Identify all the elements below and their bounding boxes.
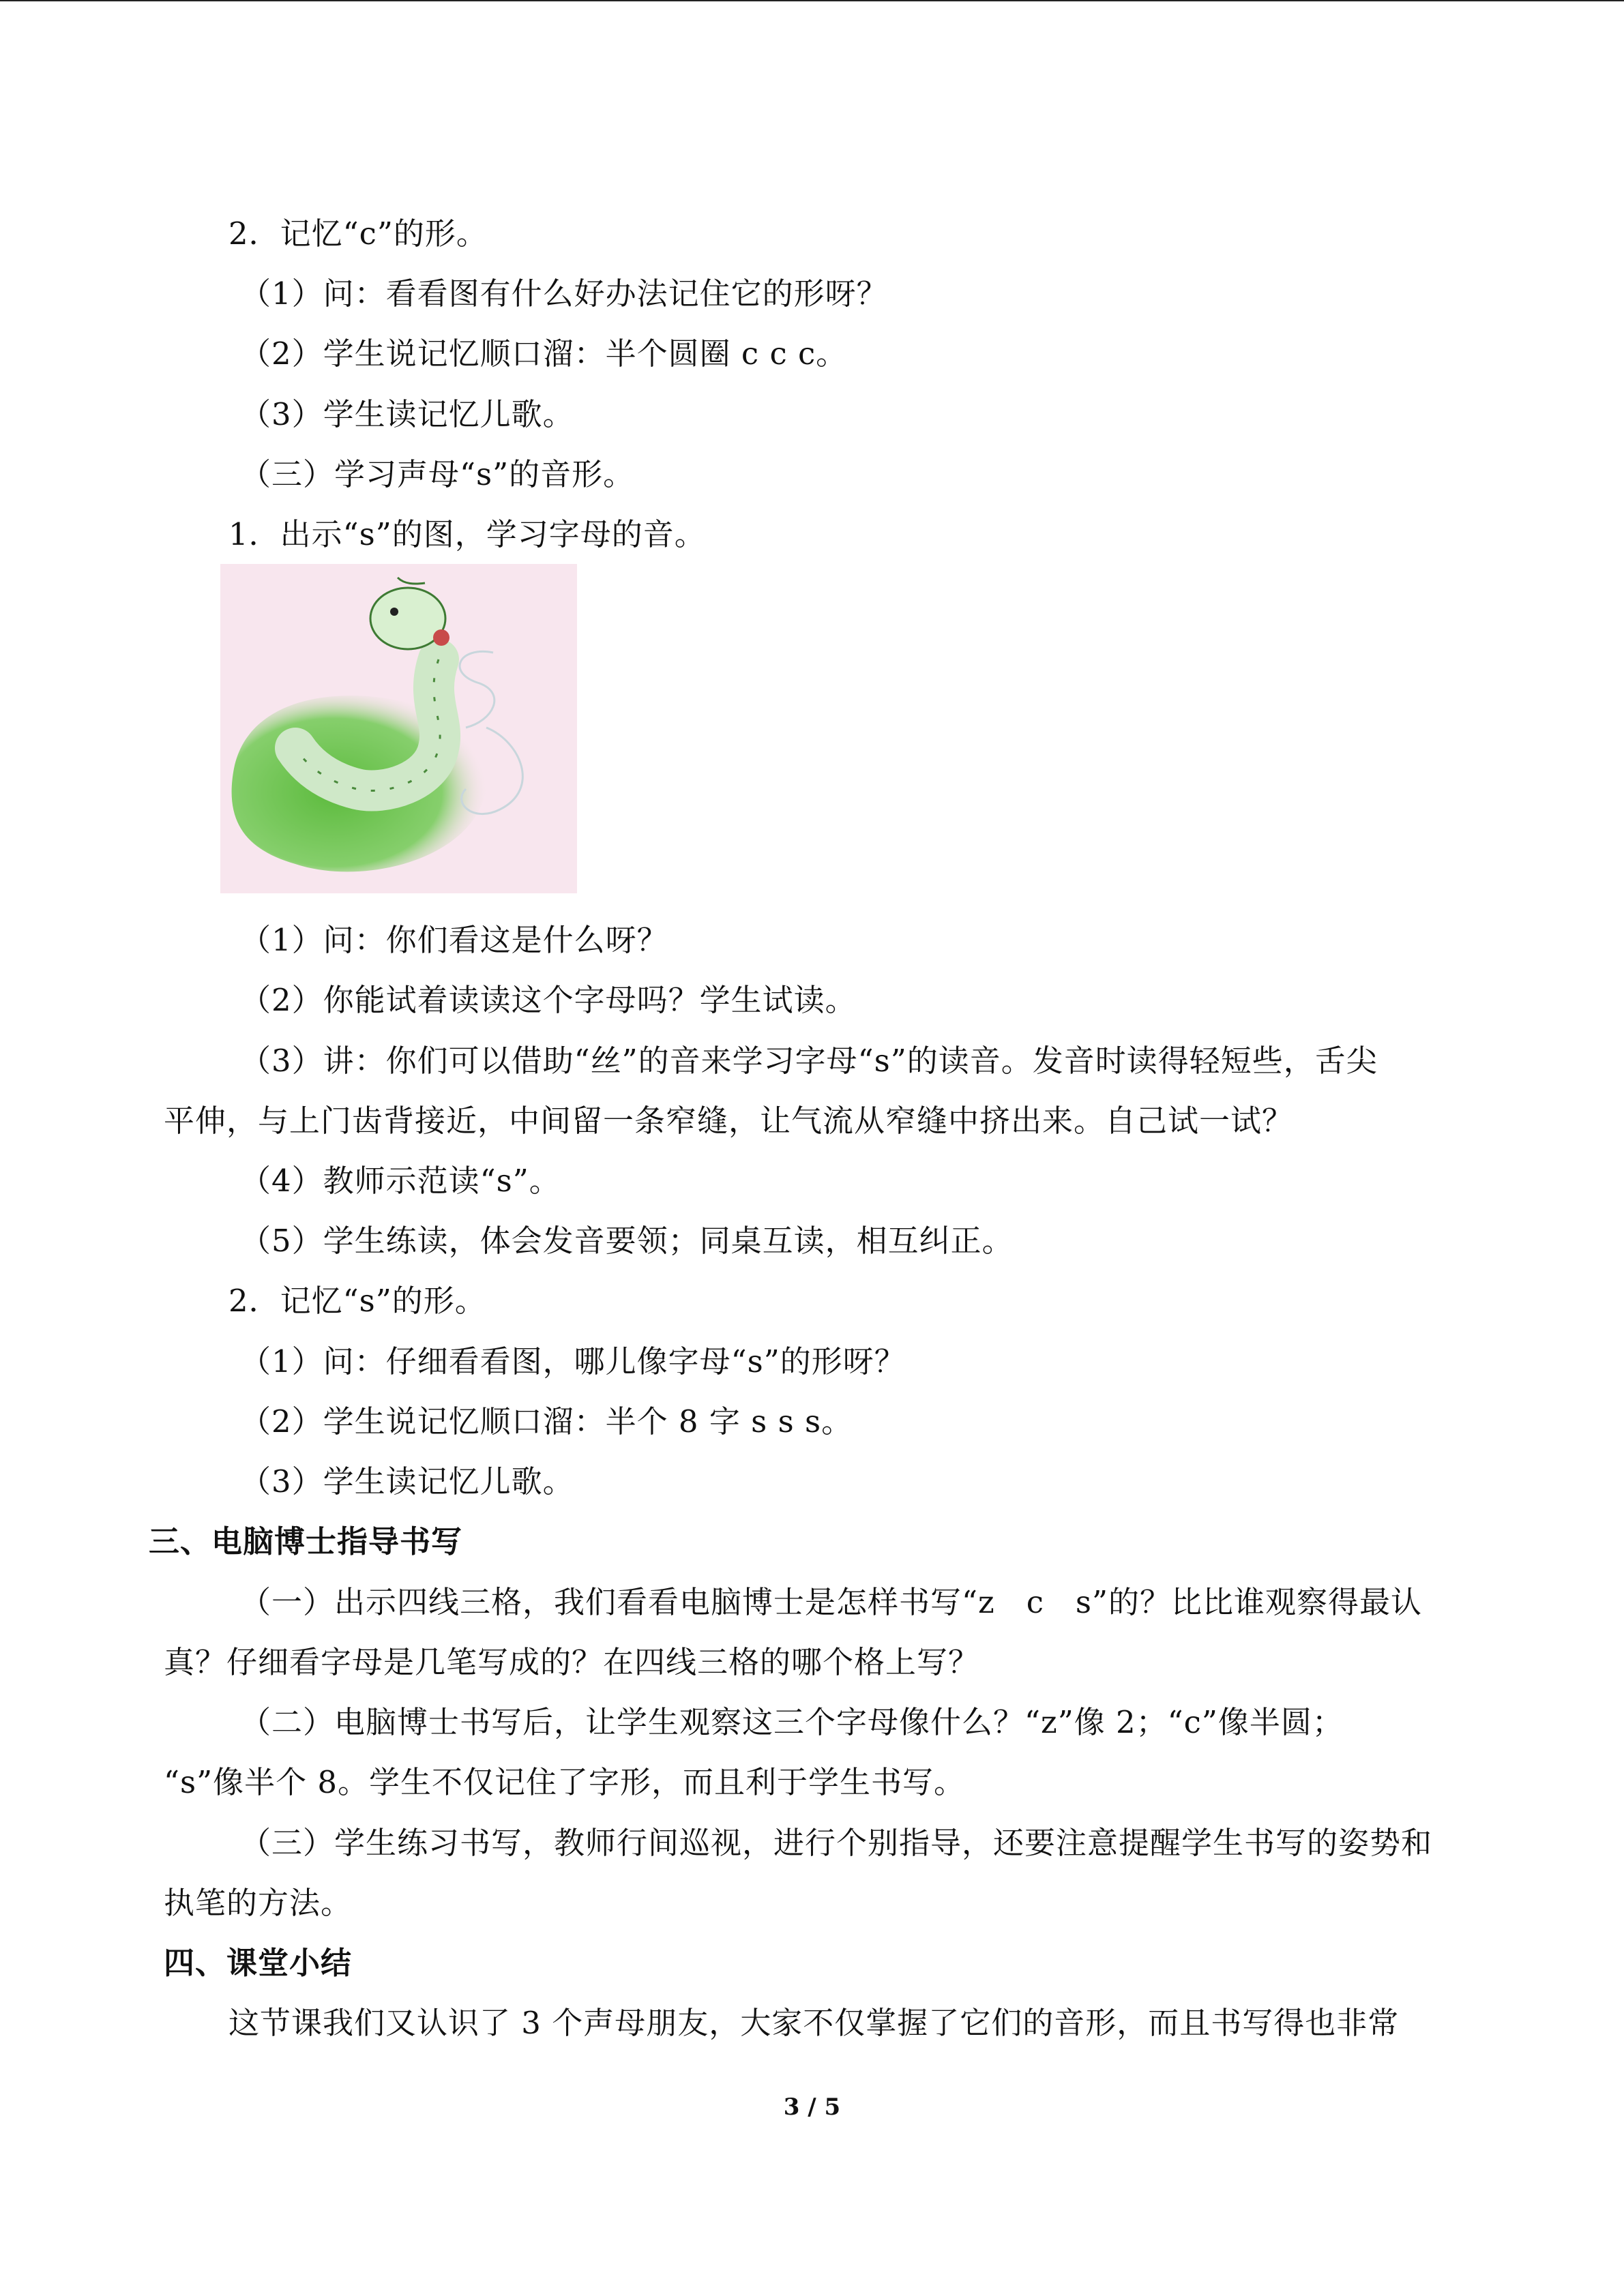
paragraph-line: 执笔的方法。 — [164, 1885, 353, 1921]
paragraph-line: （一）出示四线三格，我们看看电脑博士是怎样书写“z c s”的？比比谁观察得最认 — [240, 1584, 1423, 1620]
list-item: （1）问：你们看这是什么呀？ — [240, 922, 668, 958]
paragraph-line: 真？仔细看字母是几笔写成的？在四线三格的哪个格上写？ — [164, 1644, 980, 1680]
list-item: （1）问：看看图有什么好办法记住它的形呀？ — [240, 275, 888, 312]
paragraph-line: （3）讲：你们可以借助“丝”的音来学习字母“s”的读音。发音时读得轻短些，舌尖 — [240, 1043, 1378, 1079]
list-item: （1）问：仔细看看图，哪儿像字母“s”的形呀？ — [240, 1343, 906, 1380]
subsection-heading: （三）学习声母“s”的音形。 — [240, 456, 635, 492]
paragraph-line: 平伸，与上门齿背接近，中间留一条窄缝，让气流从窄缝中挤出来。自己试一试？ — [164, 1103, 1294, 1139]
section-title: 四、课堂小结 — [164, 1945, 353, 1981]
list-item: （2）你能试着读读这个字母吗？学生试读。 — [240, 982, 857, 1018]
caterpillar-s-figure — [220, 564, 577, 893]
section-title: 三、电脑博士指导书写 — [149, 1523, 463, 1560]
list-item: 1．出示“s”的图，学习字母的音。 — [228, 516, 706, 552]
list-item: （2）学生说记忆顺口溜：半个圆圈 c c c。 — [240, 336, 848, 372]
list-item: （5）学生练读，体会发音要领；同桌互读，相互纠正。 — [240, 1223, 1014, 1259]
paragraph-line: （二）电脑博士书写后，让学生观察这三个字母像什么？“z”像 2；“c”像半圆； — [240, 1704, 1344, 1740]
caterpillar-s-illustration-icon — [220, 564, 577, 893]
paragraph-line: “s”像半个 8。学生不仅记住了字形，而且利于学生书写。 — [164, 1764, 966, 1800]
list-item: （4）教师示范读“s”。 — [240, 1163, 561, 1199]
paragraph-line: （三）学生练习书写，教师行间巡视，进行个别指导，还要注意提醒学生书写的姿势和 — [240, 1825, 1433, 1861]
list-item: 2．记忆“c”的形。 — [228, 215, 488, 252]
list-item: 2．记忆“s”的形。 — [228, 1283, 486, 1319]
list-item: （3）学生读记忆儿歌。 — [240, 396, 574, 432]
page-number: 3 / 5 — [783, 2093, 841, 2121]
list-item: （2）学生说记忆顺口溜：半个 8 字 s s s。 — [240, 1403, 853, 1440]
page-top-border — [0, 0, 1624, 1]
list-item: （3）学生读记忆儿歌。 — [240, 1463, 574, 1500]
paragraph-line: 这节课我们又认识了 3 个声母朋友，大家不仅掌握了它们的音形，而且书写得也非常 — [228, 2005, 1400, 2041]
